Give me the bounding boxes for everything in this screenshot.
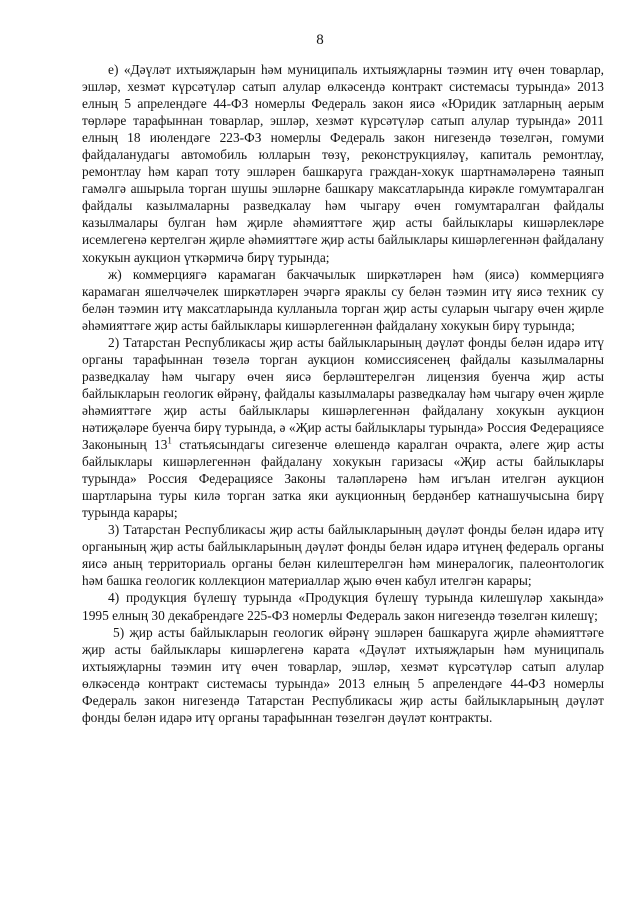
paragraph-zh: ж) коммерциягә карамаган бакчачылык ширкәтләрен һәм (яисә) коммерциягә карамаган яшелчәчелек ширкәтләрен эчәргә яраклы су белән тәэмин итү яисә техник су белән тәэмин итү максатларында кулланыла торган җир асты суларын чыгару өчен җирле әһәмияттәге җир асты байлыклары кишәрлегеннән файдалану хокукын бирү турында; xyxy=(82,266,604,333)
paragraph-5: 5) җир асты байлыкларын геологик өйрәнү эшләрен башкаруга җирле әһәмияттәге җир асты байлыклары кишәрлегенә карата «Дәүләт ихтыяҗларын һәм муниципаль ихтыяҗларны тәэмин итү өчен товарлар, эшләр, хезмәт күрсәтүләр сатып алулар өлкәсендә контракт системасы турында» 2013 елның 5 апрелендәге 44-ФЗ номерлы Федераль закон нигезендә Татарстан Республикасы җир асты байлыкларының дәүләт фонды белән идарә итү органы тарафыннан төзелгән дәүләт контракты. xyxy=(82,624,604,725)
paragraph-2-text-before: 2) Татарстан Республикасы җир асты байлыкларының дәүләт фонды белән идарә итү органы тарафыннан төзелә торган аукцион комиссиясенең файдалы казылмаларны разведкалау һәм чыгару өчен яисә берләштерелгән лицензия буенча җир асты байлыкларын геологик өйрәнү, файдалы казылмалары разведкалау һәм чыгару өчен җирле әһәмияттәге җир асты байлыклары кишәрлегеннән файдалану хокукын аукцион нәтиҗәләре буенча бирү турында, ә «Җир асты байлыклары турында» Россия Федерациясе Законының 13 xyxy=(82,334,604,453)
document-body xyxy=(82,61,604,726)
paragraph-2-text-after: статьясындагы сигезенче өлешендә каралган очракта, әлеге җир асты байлыклары кишәрлегеннән файдалану хокукын гаризасы «Җир асты байлыклары турында» Россия Федерациясе Законы таләпләренә һәм игълан ителгән аукцион шартларына туры килә торган затка яки аукционның бердәнбер катнашучысына бирү турында карары; xyxy=(82,437,604,521)
paragraph-e: е) «Дәүләт ихтыяҗларын һәм муниципаль ихтыяҗларны тәэмин итү өчен товарлар, эшләр, хезмәт күрсәтүләр сатып алулар өлкәсендә контракт системасы турында» 2013 елның 5 апрелендәге 44-ФЗ номерлы Федераль закон яисә «Юридик затларның аерым төрләре тарафыннан товарлар, эшләр, хезмәт күрсәтүләр сатып алулар турында» 2011 елның 18 июлендәге 223-ФЗ номерлы Федераль закон нигезендә төзелгән, гомуми файдаланудагы автомобиль юлларын төзү, реконструкцияләү, капиталь ремонтлау, ремонтлау һәм карап тоту эшләрен башкаруга граждан-хокук шартнамәләренә таянып гамәлгә ашырыла торган шушы эшләрне башкару максатларында кирәкле гомумтаралган файдалы казылмаларны разведкалау һәм чыгару өчен гомумтаралган файдалы казылмалары булган һәм җирле әһәмияттәге җир асты байлыклары кишәрлекләре исемлегенә кертелгән җирле әһәмияттәге җир асты байлыклары кишәрлегеннән файдалану хокукын аукцион үткәрмичә бирү турында; xyxy=(82,62,604,265)
article-superscript: 1 xyxy=(167,435,172,446)
paragraph-4: 4) продукция бүлешү турында «Продукция бүлешү турында килешүләр хакында» 1995 елның 30 декабрендәге 225-ФЗ номерлы Федераль закон нигезендә төзелгән килешү; xyxy=(82,590,604,623)
paragraph-3: 3) Татарстан Республикасы җир асты байлыкларының дәүләт фонды белән идарә итү органының җир асты байлыкларының дәүләт фонды белән идарә итүнең федераль органы яисә аның территориаль органы белән килештерелгән һәм минералогик, палеонтологик һәм башка геологик коллекцион материаллар җыю өчен кабул ителгән карары; xyxy=(82,522,604,589)
page-number: 8 xyxy=(316,32,324,48)
paragraph-2 xyxy=(82,334,604,522)
